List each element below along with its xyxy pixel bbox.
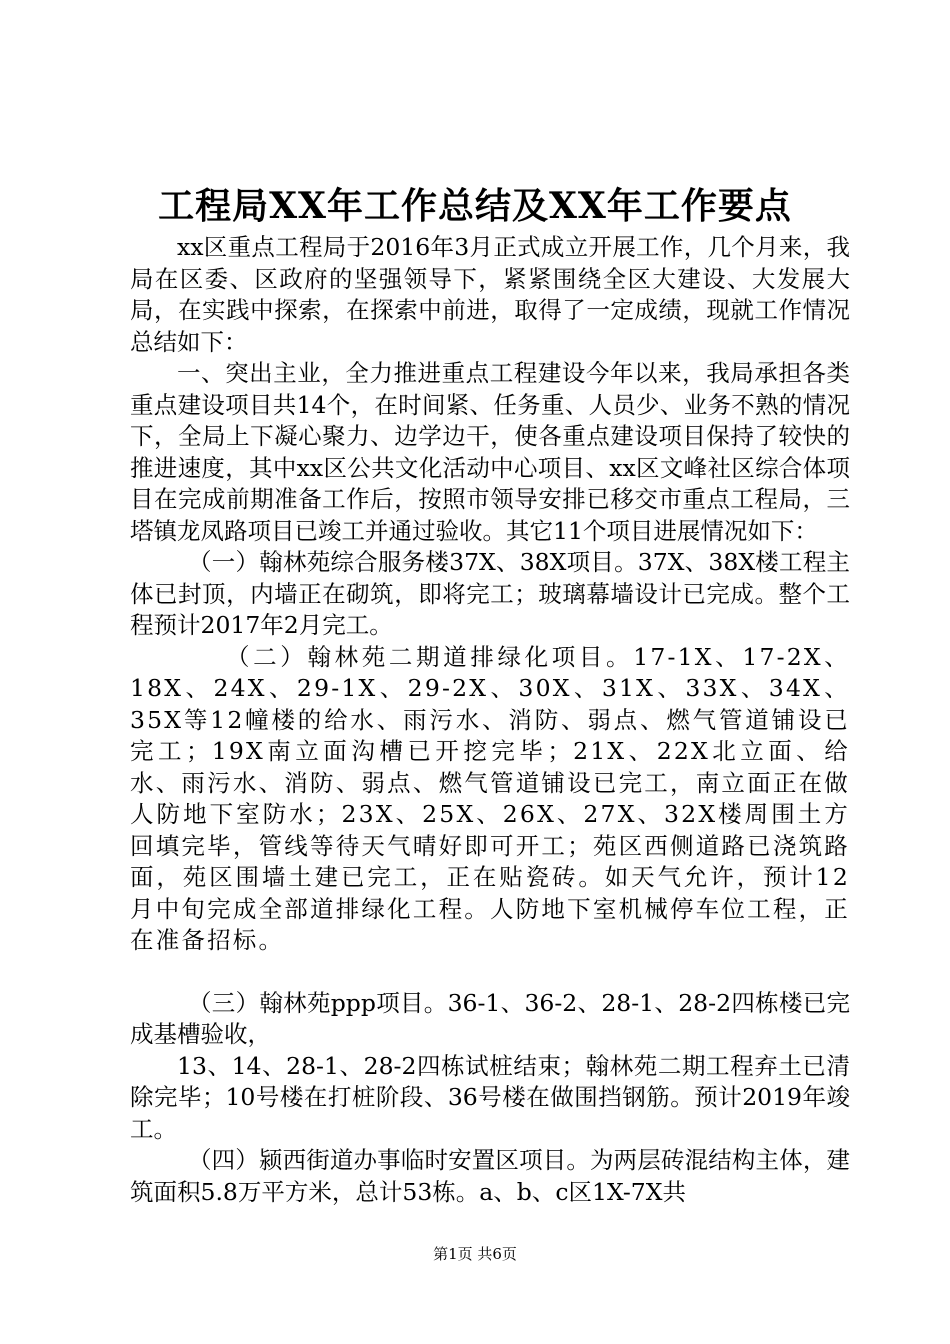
document-title: 工程局XX年工作总结及XX年工作要点: [158, 185, 792, 227]
paragraph-item-3: （三）翰林苑ppp项目。36-1、36-2、28-1、28-2四栋楼已完成基槽验收，: [130, 988, 850, 1048]
paragraph-item-4: （四）颍西街道办事临时安置区项目。为两层砖混结构主体，建筑面积5.8万平方米，总计53栋。a、b、c区1X-7X共: [130, 1146, 850, 1206]
paragraph-item-3-continued: 13、14、28-1、28-2四栋试桩结束；翰林苑二期工程弃土已清除完毕；10号楼在打桩阶段、36号楼在做围挡钢筋。预计2019年竣工。: [130, 1051, 850, 1143]
paragraph-intro: xx区重点工程局于2016年3月正式成立开展工作，几个月来，我局在区委、区政府的坚强领导下，紧紧围绕全区大建设、大发展大局，在实践中探索，在探索中前进，取得了一定成绩，现就工作情况总结如下：: [130, 233, 850, 356]
blank-line: [130, 957, 850, 988]
document-body: [130, 232, 850, 1208]
page-number: 第1页 共6页: [433, 1245, 517, 1263]
paragraph-item-1: （一）翰林苑综合服务楼37X、38X项目。37X、38X楼工程主体已封顶，内墙正在砌筑，即将完工；玻璃幕墙设计已完成。整个工程预计2017年2月完工。: [130, 548, 850, 639]
paragraph-item-2: （二）翰林苑二期道排绿化项目。17-1X、17-2X、18X、24X、29-1X、29-2X、30X、31X、33X、34X、35X等12幢楼的给水、雨污水、消防、弱点、燃气管道铺设已完工；19X南立面沟槽已开挖完毕；21X、22X北立面、给水、雨污水、消防、弱点、燃气管道铺设已完工，南立面正在做人防地下室防水；23X、25X、26X、27X、32X楼周围土方回填完毕，管线等待天气晴好即可开工；苑区西侧道路已浇筑路面，苑区围墙土建已完工，正在贴瓷砖。如天气允许，预计12月中旬完成全部道排绿化工程。人防地下室机械停车位工程，正在准备招标。: [130, 642, 850, 954]
paragraph-section-1: 一、突出主业，全力推进重点工程建设今年以来，我局承担各类重点建设项目共14个，在时间紧、任务重、人员少、业务不熟的情况下，全局上下凝心聚力、边学边干，使各重点建设项目保持了较快的推进速度，其中xx区公共文化活动中心项目、xx区文峰社区综合体项目在完成前期准备工作后，按照市领导安排已移交市重点工程局，三塔镇龙凤路项目已竣工并通过验收。其它11个项目进展情况如下：: [130, 359, 850, 545]
